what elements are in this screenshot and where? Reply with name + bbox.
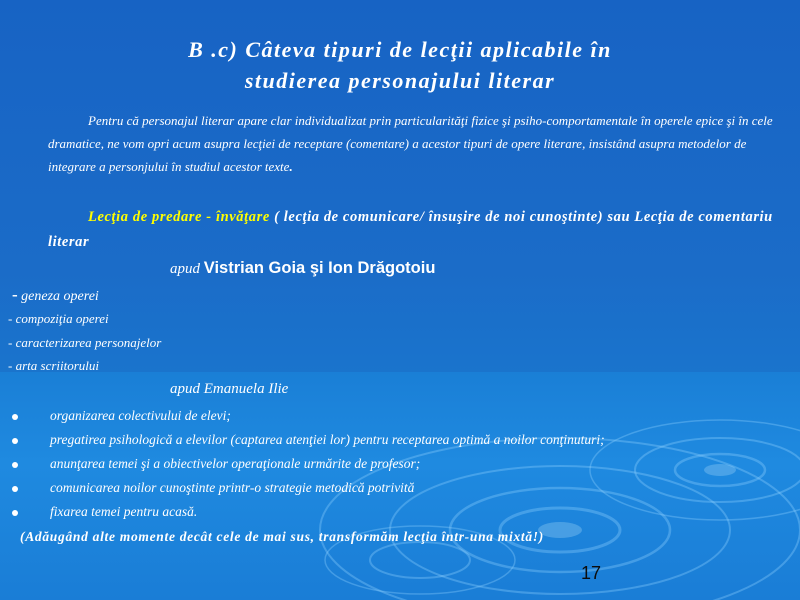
intro-paragraph (48, 109, 778, 178)
source-prefix: apud (170, 261, 204, 277)
source-attribution-1 (170, 259, 435, 278)
list-item-text: organizarea colectivului de elevi; (50, 408, 231, 423)
intro-paragraph-text: Pentru că personajul literar apare clar individualizat prin particularităţi fizice şi psiho-comportamentale în operele epice şi în cele dramatice, ne vom opri acum asupra lecţiei de receptare (comentare) a acestor tipuri de opere literare, insistând asupra metodelor de integrare a personjului în studiul acestor texte (48, 113, 773, 174)
aspect-text: geneza operei (17, 289, 99, 304)
lesson-type-highlight: Lecţia de predare - învăţare (88, 209, 270, 225)
aspect-item (8, 358, 99, 374)
bullet-icon (12, 510, 18, 516)
bullet-icon (12, 486, 18, 492)
slide-title (60, 34, 740, 96)
bullet-icon (12, 462, 18, 468)
bullet-icon (12, 438, 18, 444)
dash-marker: - (8, 358, 13, 373)
aspect-text: caracterizarea personajelor (12, 335, 162, 350)
page-number: 17 (581, 563, 602, 583)
slide-title-line-1: B .c) Câteva tipuri de lecţii aplicabile în (188, 37, 612, 62)
list-item-text: anunţarea temei şi a obiectivelor operaţionale urmărite de profesor; (50, 456, 421, 471)
aspect-text: arta scriitorului (12, 358, 100, 373)
closing-note: (Adăugând alte momente decât cele de mai sus, transformăm lecţia într-una mixtă!) (20, 529, 544, 544)
aspect-item (8, 311, 109, 327)
list-item-text: pregatirea psihologică a elevilor (captarea atenţiei lor) pentru receptarea optimă a noilor conţinuturi; (50, 432, 605, 447)
source-authors: Vistrian Goia şi Ion Drăgotoiu (203, 259, 436, 277)
dash-marker: - (12, 285, 18, 304)
lesson-type-paragraph (48, 205, 778, 255)
list-item-text: comunicarea noilor cunoştinte printr-o strategie metodică potrivită (50, 480, 415, 495)
dash-marker: - (8, 335, 13, 350)
dash-marker: - (8, 311, 13, 326)
bullet-icon (12, 414, 18, 420)
aspect-item (8, 335, 161, 351)
aspect-item (12, 285, 99, 305)
source-attribution-2: apud Emanuela Ilie (170, 381, 289, 397)
lesson-type-rest: ( lecţia de comunicare/ însuşire de noi cunoştinte) sau Lecţia de comentariu literar (48, 209, 773, 250)
list-item-text: fixarea temei pentru acasă. (50, 504, 198, 519)
intro-paragraph-end: . (289, 159, 293, 174)
slide-title-line-2: studierea personajului literar (244, 68, 556, 93)
aspect-text: compoziţia operei (12, 311, 109, 326)
